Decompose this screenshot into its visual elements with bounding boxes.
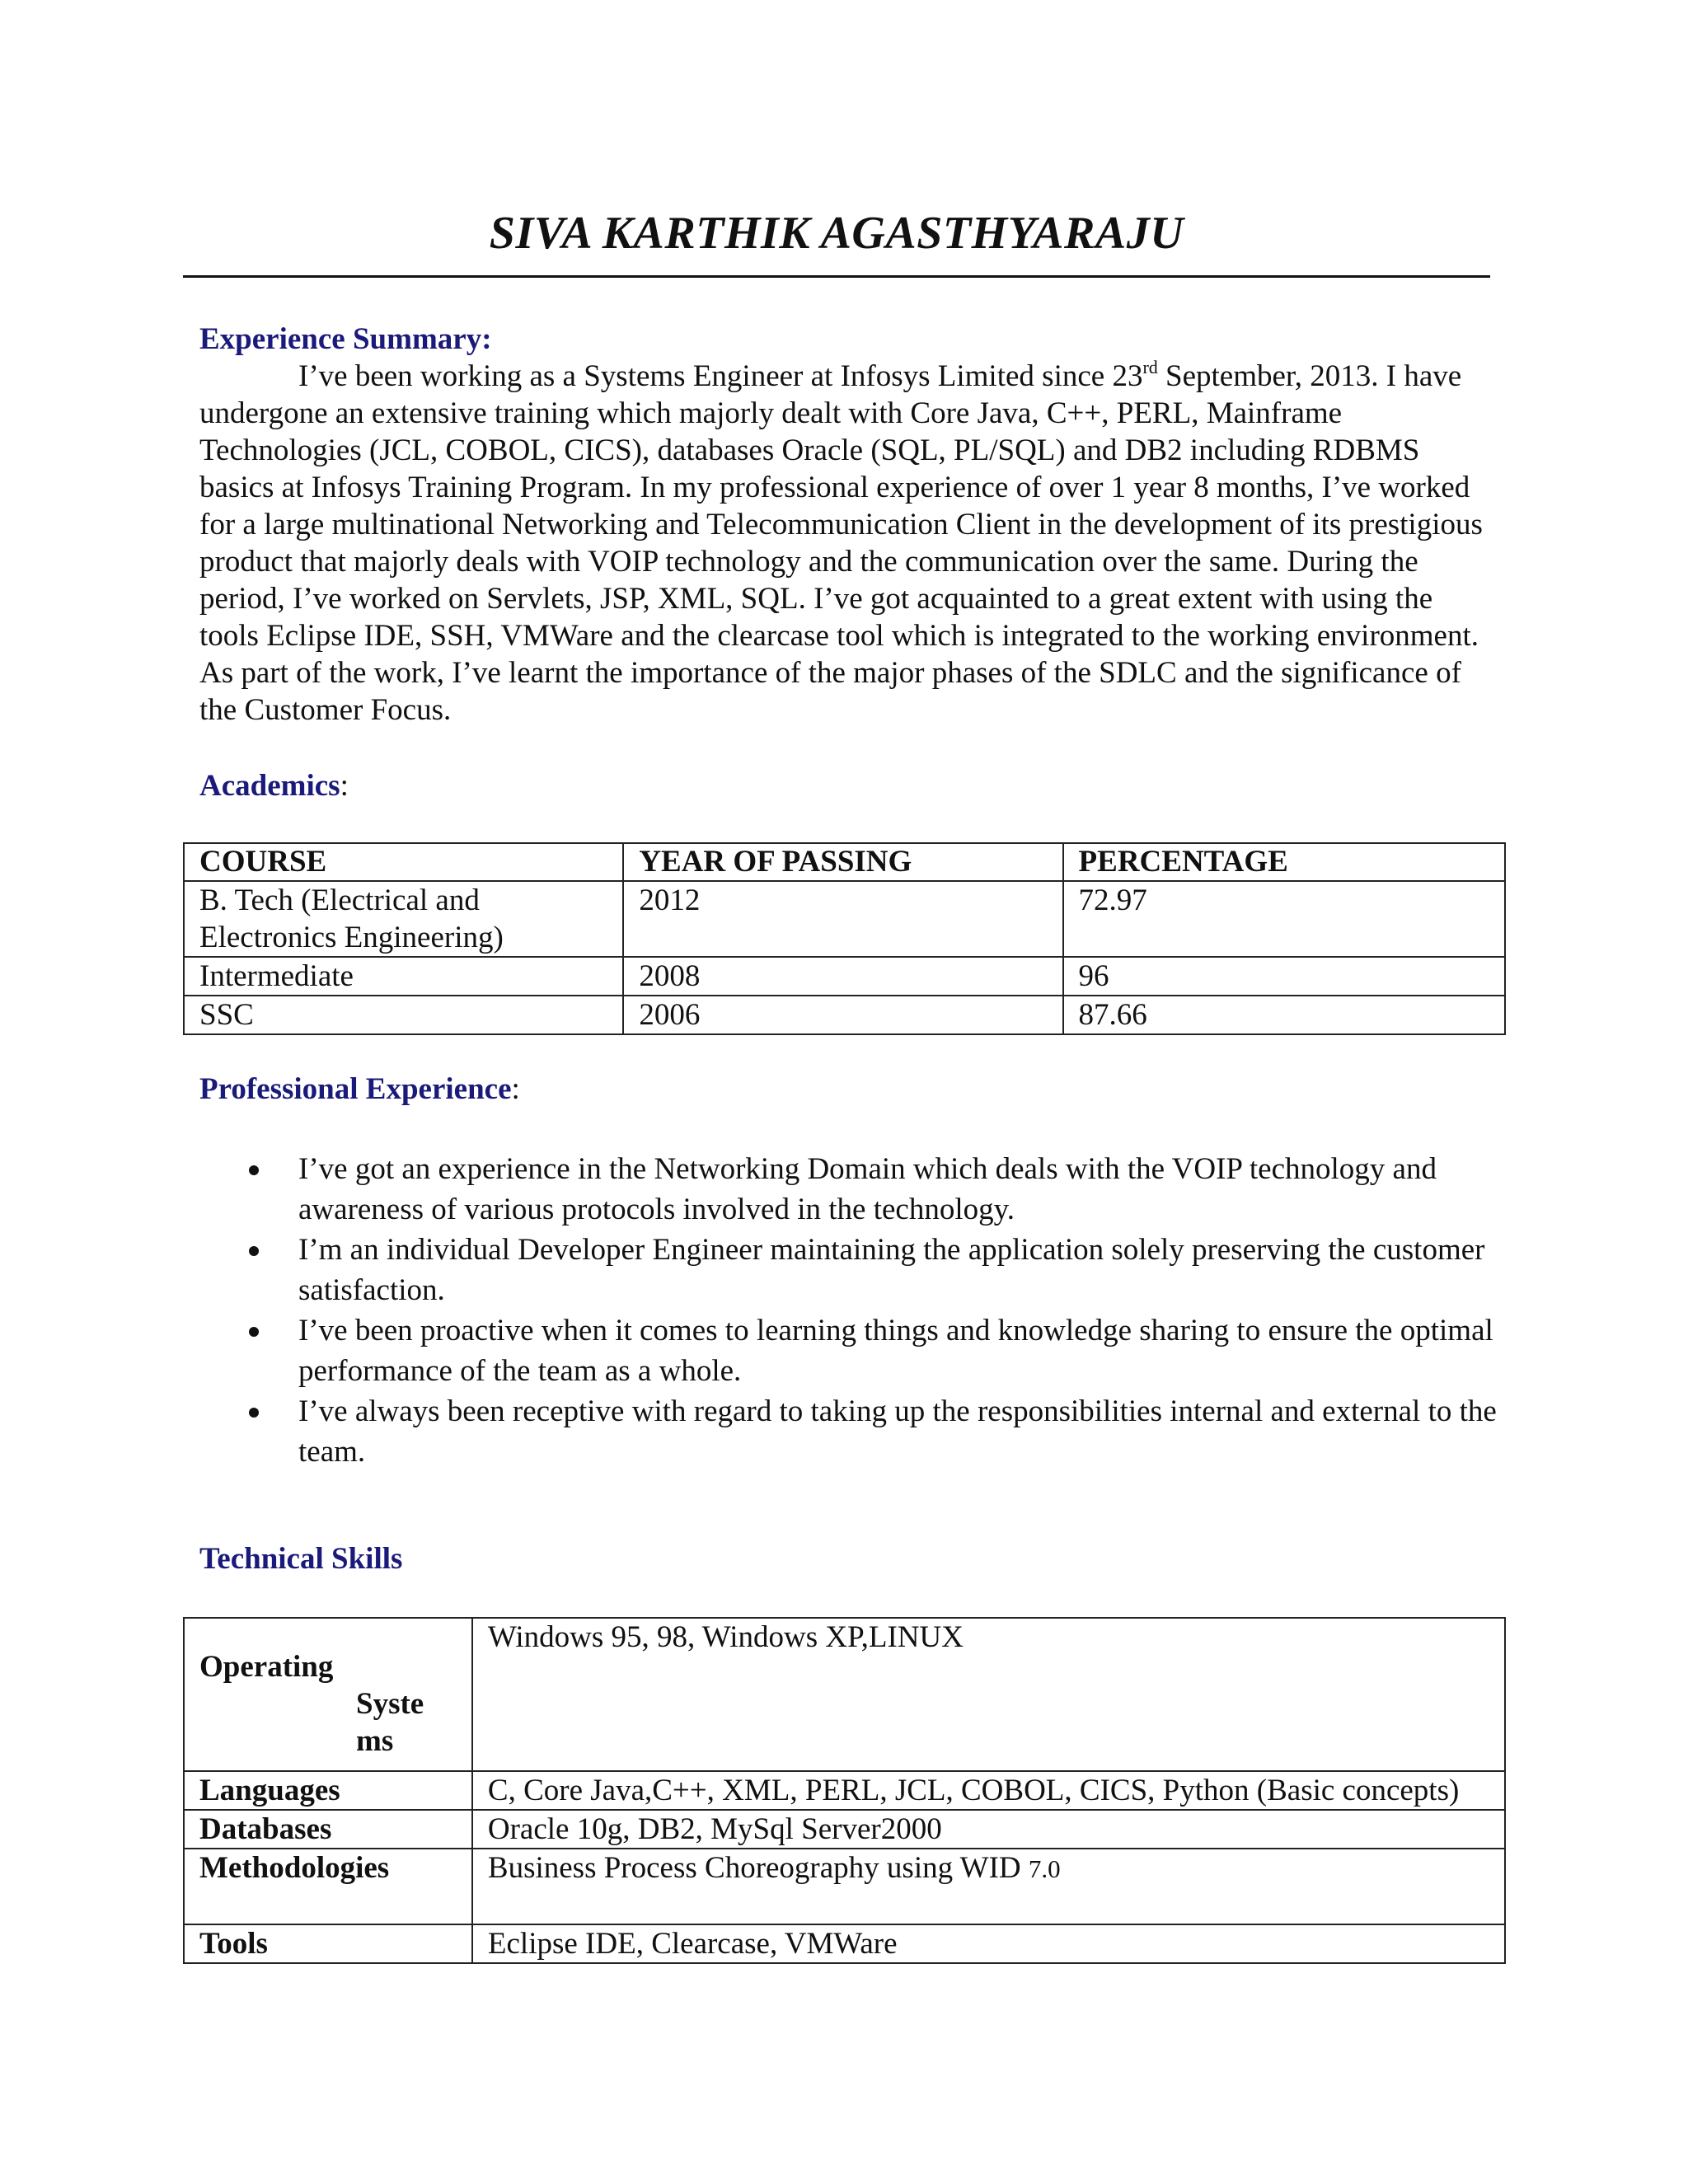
academics-heading-label: Academics: [199, 769, 340, 803]
professional-experience-list: [199, 1149, 1510, 1472]
list-item-text: I’ve been proactive when it comes to learning things and knowledge sharing to ensure the optimal performance of the team as a whole.: [298, 1314, 1493, 1388]
table-row: [184, 881, 1505, 957]
skill-label-cell: Tools: [184, 1924, 472, 1963]
list-item: [199, 1391, 1510, 1472]
academics-heading: [199, 768, 349, 804]
candidate-name: SIVA KARTHIK AGASTHYARAJU: [489, 208, 1184, 259]
skill-value-cell: C, Core Java,C++, XML, PERL, JCL, COBOL, CICS, Python (Basic concepts): [472, 1771, 1505, 1810]
percentage-cell: 72.97: [1063, 881, 1505, 957]
skill-value-cell: [472, 1849, 1505, 1924]
academics-table: [183, 842, 1506, 1035]
table-row: [184, 1849, 1505, 1924]
list-item-text: I’m an individual Developer Engineer maintaining the application solely preserving the customer satisfaction.: [298, 1233, 1485, 1307]
list-item-text: I’ve got an experience in the Networking Domain which deals with the VOIP technology and awareness of various protocols involved in the technology.: [298, 1152, 1437, 1226]
skill-label-cell: [184, 1618, 472, 1771]
column-header-course: COURSE: [184, 843, 623, 881]
date-ordinal-suffix: rd: [1142, 357, 1158, 377]
course-cell: Intermediate: [184, 957, 623, 996]
year-cell: 2006: [623, 996, 1062, 1034]
skill-value-text: Business Process Choreography using WID: [487, 1851, 1029, 1885]
experience-summary-text: [199, 358, 1490, 729]
experience-summary-text-start: I’ve been working as a Systems Engineer at Infosys Limited since 23: [298, 359, 1143, 393]
skill-value-cell: Oracle 10g, DB2, MySql Server2000: [472, 1810, 1505, 1849]
professional-experience-heading: [199, 1071, 520, 1108]
year-cell: 2012: [623, 881, 1062, 957]
table-row: [184, 996, 1505, 1034]
professional-experience-heading-label: Professional Experience: [199, 1072, 512, 1106]
list-item: [199, 1149, 1510, 1230]
skill-label-cell: Languages: [184, 1771, 472, 1810]
bullet-icon: [249, 1408, 259, 1418]
course-cell: SSC: [184, 996, 623, 1034]
title-underline: [183, 275, 1490, 278]
course-cell-line: Electronics Engineering): [199, 921, 504, 954]
list-item-text: I’ve always been receptive with regard to taking up the responsibilities internal and external to the team.: [298, 1394, 1497, 1469]
academics-heading-colon: :: [340, 769, 349, 803]
table-row: [184, 1924, 1505, 1963]
skill-value-version: 7.0: [1028, 1854, 1061, 1883]
table-row: [184, 957, 1505, 996]
skill-label-line: Syste: [356, 1687, 424, 1721]
bullet-icon: [249, 1246, 259, 1256]
list-item: [199, 1230, 1510, 1310]
column-header-year: YEAR OF PASSING: [623, 843, 1062, 881]
skill-value-cell: Eclipse IDE, Clearcase, VMWare: [472, 1924, 1505, 1963]
table-row: [184, 1810, 1505, 1849]
course-cell: [184, 881, 623, 957]
bullet-icon: [249, 1165, 259, 1175]
technical-skills-table: [183, 1617, 1506, 1964]
skill-label-cell: Methodologies: [184, 1849, 472, 1924]
academics-header-row: [184, 843, 1505, 881]
technical-skills-heading: Technical Skills: [199, 1542, 403, 1576]
table-row: [184, 1618, 1505, 1771]
year-cell: 2008: [623, 957, 1062, 996]
experience-summary-heading: Experience Summary:: [199, 322, 492, 356]
percentage-cell: 87.66: [1063, 996, 1505, 1034]
table-row: [184, 1771, 1505, 1810]
experience-summary-text-rest: September, 2013. I have undergone an extensive training which majorly dealt with Core Java, C++, PERL, Mainframe Technologies (JCL, COBOL, CICS), databases Oracle (SQL, PL/SQL) and DB2 including RDBMS basics at Infosys Training Program. In my professional experience of over 1 year 8 months, I’ve worked for a large multinational Networking and Telecommunication Client in the development of its prestigious product that majorly deals with VOIP technology and the communication over the same. During the period, I’ve worked on Servlets, JSP, XML, SQL. I’ve got acquainted to a great extent with using the tools Eclipse IDE, SSH, VMWare and the clearcase tool which is integrated to the working environment. As part of the work, I’ve learnt the importance of the major phases of the SDLC and the significance of the Customer Focus.: [199, 359, 1483, 727]
professional-experience-heading-colon: :: [511, 1072, 520, 1106]
skill-label-cell: Databases: [184, 1810, 472, 1849]
column-header-percentage: PERCENTAGE: [1063, 843, 1505, 881]
course-cell-line: B. Tech (Electrical and: [199, 883, 480, 917]
list-item: [199, 1310, 1510, 1391]
skill-label-line: ms: [356, 1724, 394, 1758]
skill-value-cell: Windows 95, 98, Windows XP,LINUX: [472, 1618, 1505, 1771]
skill-label-line: Operating: [199, 1650, 334, 1684]
bullet-icon: [249, 1327, 259, 1337]
percentage-cell: 96: [1063, 957, 1505, 996]
